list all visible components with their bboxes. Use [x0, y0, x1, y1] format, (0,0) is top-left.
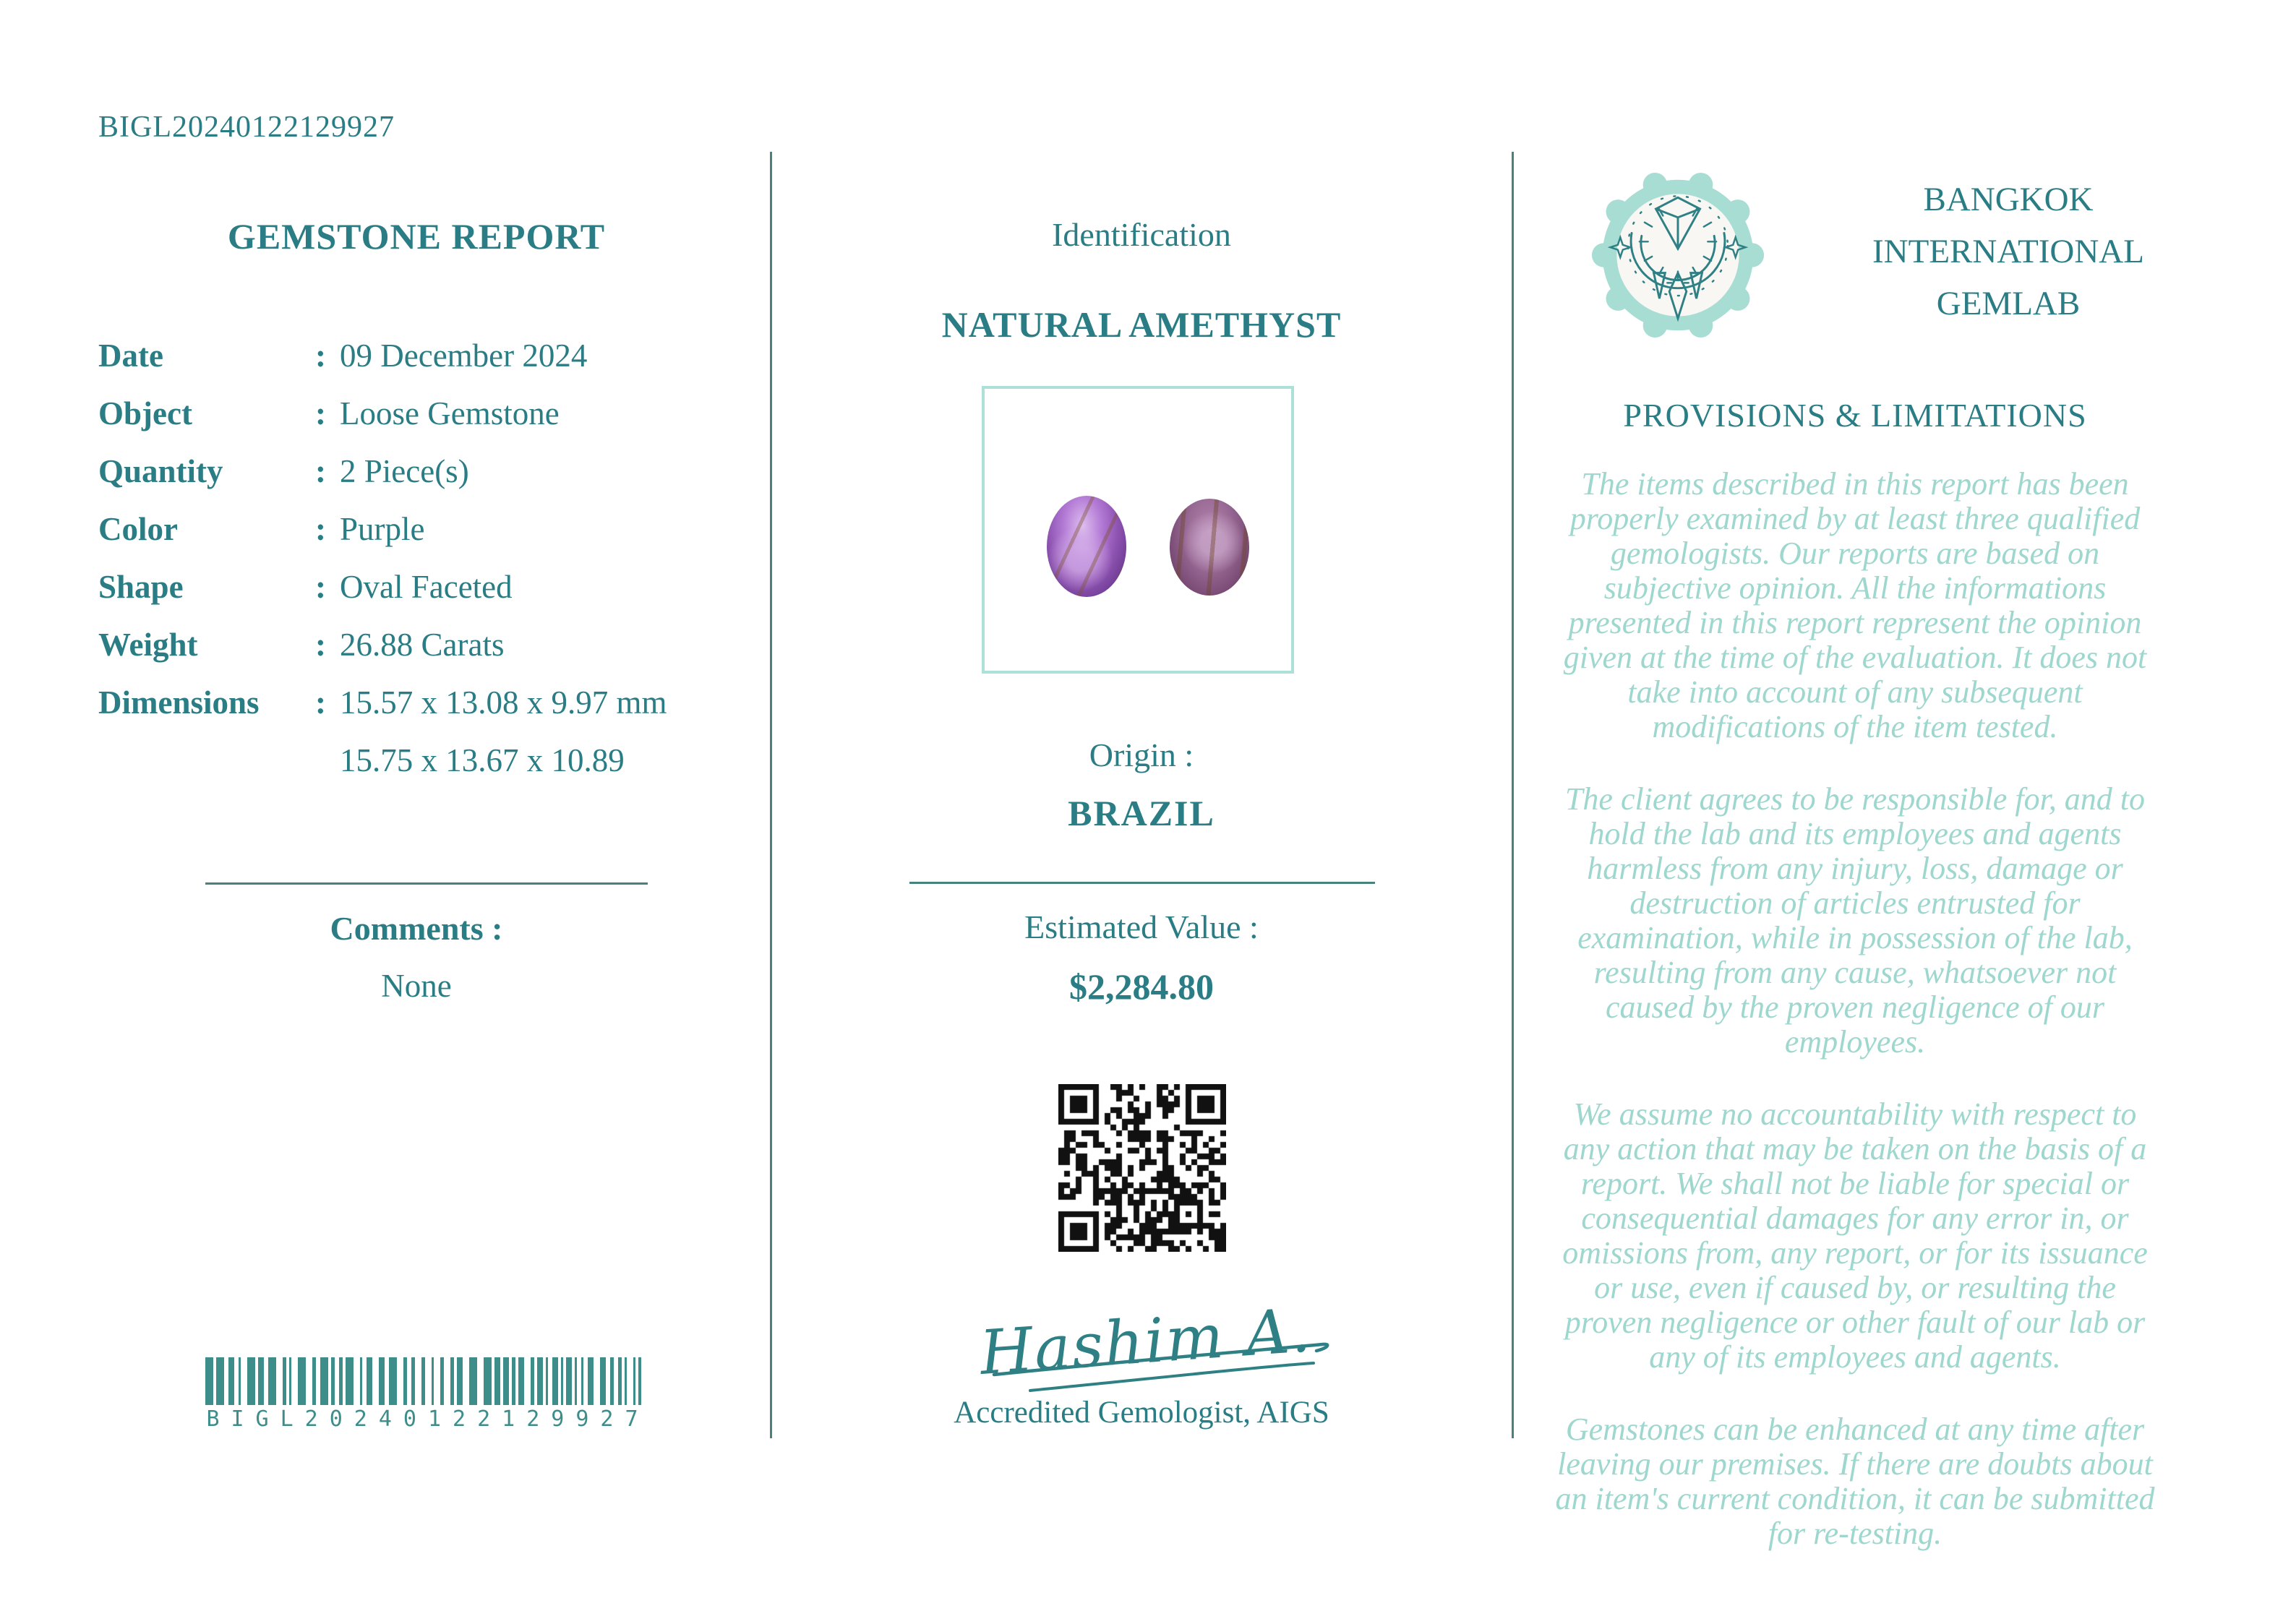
field-value: Purple	[340, 511, 425, 547]
estimated-value-label: Estimated Value :	[1024, 908, 1259, 945]
gemologist-line: Accredited Gemologist, AIGS	[954, 1396, 1329, 1430]
lab-name-line: GEMLAB	[1936, 285, 2081, 322]
field-row-color: Color : Purple	[98, 500, 734, 558]
field-value: Oval Faceted	[340, 569, 513, 605]
field-value: 15.75 x 13.67 x 10.89	[340, 742, 625, 778]
field-row-object: Object : Loose Gemstone	[98, 384, 734, 442]
field-row-dimensions: Dimensions : 15.57 x 13.08 x 9.97 mm	[98, 674, 734, 731]
field-row-shape: Shape : Oval Faceted	[98, 558, 734, 616]
field-value: 09 December 2024	[340, 338, 588, 374]
origin-label: Origin :	[1089, 736, 1194, 773]
field-value: 2 Piece(s)	[340, 453, 469, 489]
comments-value: None	[381, 968, 452, 1004]
origin-value: BRAZIL	[1068, 793, 1215, 833]
barcode-bars	[205, 1357, 651, 1405]
barcode-text: BIGL20240122129927	[206, 1406, 650, 1432]
estimated-value: $2,284.80	[1069, 966, 1214, 1007]
lab-name-line: INTERNATIONAL	[1872, 233, 2144, 270]
gem-name: NATURAL AMETHYST	[941, 304, 1342, 345]
field-row-dimensions-2	[98, 731, 734, 789]
identification-heading: Identification	[1052, 216, 1231, 253]
field-label: Dimensions	[98, 684, 260, 721]
provisions-heading: PROVISIONS & LIMITATIONS	[1623, 397, 2087, 434]
lab-name-line: BANGKOK	[1923, 181, 2094, 218]
field-value: Loose Gemstone	[340, 395, 560, 431]
provision-paragraph: We assume no accountability with respect to any action that may be taken on the basis of a report. We shall not be liable for special or consequential damages for any error in, or omissions from, any report, or for its issuance or use, even if caused by, or resulting the proven negligence or other fault of our lab or any of its employees and agents.	[1562, 1096, 2148, 1375]
field-label: Quantity	[98, 453, 223, 489]
provision-paragraph: Gemstones can be enhanced at any time after leaving our premises. If there are doubts about an item's current condition, it can be submitted for re-testing.	[1555, 1412, 2155, 1551]
gem-photo-right	[1170, 499, 1249, 596]
signature	[943, 1258, 1348, 1402]
field-label: Object	[98, 395, 192, 431]
gem-photo-left	[1047, 496, 1126, 597]
field-label: Weight	[98, 627, 198, 663]
barcode	[205, 1357, 651, 1432]
gem-photo	[982, 386, 1294, 674]
field-label: Color	[98, 511, 178, 547]
field-row-quantity: Quantity : 2 Piece(s)	[98, 442, 734, 500]
estimated-value-divider	[909, 882, 1375, 884]
signature-name: Hashim A.	[977, 1294, 1314, 1388]
qr-code	[1058, 1084, 1226, 1252]
field-label: Date	[98, 338, 163, 374]
field-list	[98, 327, 734, 789]
field-value: 26.88 Carats	[340, 627, 505, 663]
field-value: 15.57 x 13.08 x 9.97 mm	[340, 684, 667, 721]
lab-logo	[1589, 166, 1767, 344]
field-row-date: Date : 09 December 2024	[98, 327, 734, 384]
provision-paragraph: The items described in this report has been properly examined by at least three qualified gemologists. Our reports are based on subjective opinion. All the informations presented in this report represent the opinion given at the time of the evaluation. It does not take into account of any subsequent modifications of the item tested.	[1563, 466, 2147, 744]
field-label: Shape	[98, 569, 184, 605]
report-title: GEMSTONE REPORT	[227, 216, 606, 257]
provisions-paragraphs	[1551, 455, 2159, 1589]
field-row-weight: Weight : 26.88 Carats	[98, 616, 734, 674]
comments-label: Comments :	[330, 910, 503, 947]
lab-name	[1777, 173, 2240, 330]
report-number: BIGL20240122129927	[98, 111, 395, 144]
provision-paragraph: The client agrees to be responsible for, and to hold the lab and its employees and agents harmless from any injury, loss, damage or destruction of articles entrusted for examination, while in possession of the lab, resulting from any cause, whatsoever not caused by the proven negligence of our employees.	[1564, 781, 2146, 1060]
comments-divider	[205, 882, 648, 885]
